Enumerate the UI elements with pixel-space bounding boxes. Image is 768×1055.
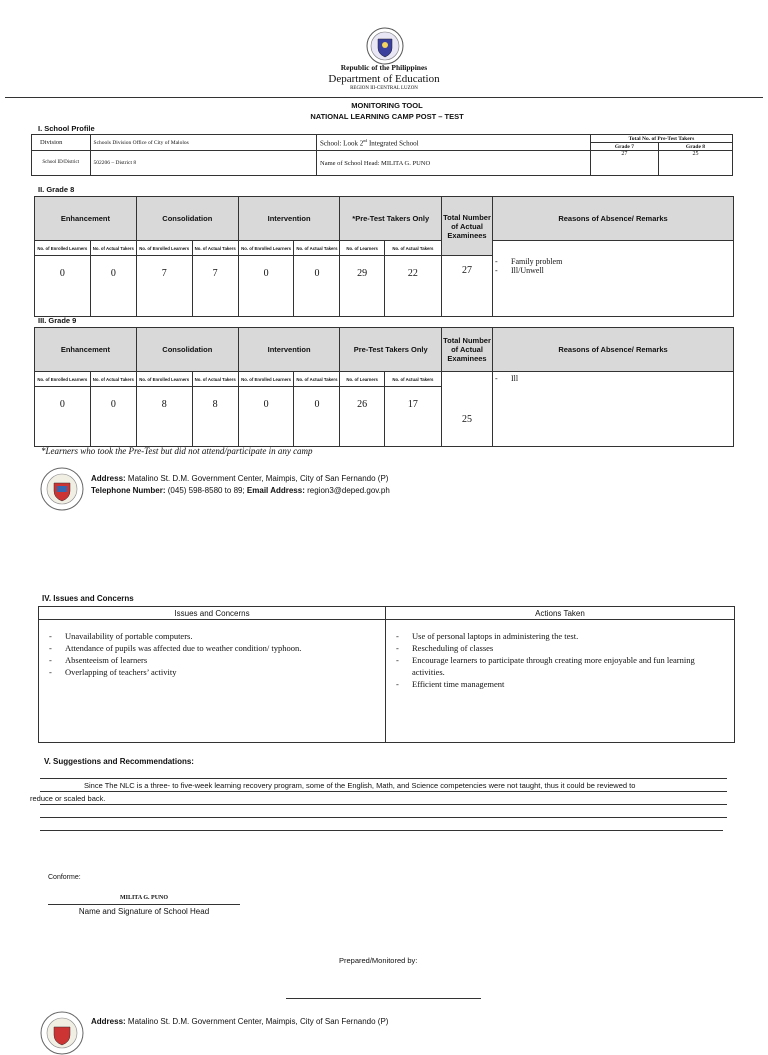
g8-sub-takers: No. of Actual Takers <box>384 241 441 256</box>
signature-caption: Name and Signature of School Head <box>78 907 210 916</box>
g8-pre-learners: 29 <box>340 256 384 317</box>
grade7-header: Grade 7 <box>590 143 658 151</box>
issue-item: - Overlapping of teachers’ activity <box>47 666 381 678</box>
g8-sub-learners: No. of Learners <box>340 241 384 256</box>
grade8-takers: 25 <box>658 151 732 176</box>
g9-pre-learners: 26 <box>340 387 384 447</box>
suggestion-text: Since The NLC is a three- to five-week learning recovery program, some of the English, Math, and Science competencies were not taught, thus it could be reviewed to <box>84 781 636 790</box>
g8-remarks-header: Reasons of Absence/ Remarks <box>493 197 734 241</box>
title-line1: MONITORING TOOL <box>351 101 423 110</box>
g9-int-enrolled: 0 <box>238 387 294 447</box>
g9-intervention-header: Intervention <box>238 328 340 372</box>
g8-sub-takers: No. of Actual Takers <box>90 241 136 256</box>
issue-item: - Attendance of pupils was affected due to weather condition/ typhoon. <box>47 642 381 654</box>
g9-con-takers: 8 <box>192 387 238 447</box>
issues-cell <box>39 620 386 743</box>
action-item: - Rescheduling of classes <box>394 642 726 654</box>
prepared-signature-line <box>286 998 481 999</box>
school-head-name: Name of School Head: MILITA G. PUNO <box>317 151 591 176</box>
g9-sub-enrolled: No. of Enrolled Learners <box>136 372 192 387</box>
g9-sub-takers: No. of Actual Takers <box>384 372 441 387</box>
footnote: *Learners who took the Pre-Test but did not attend/participate in any camp <box>41 446 313 456</box>
prepared-by-label: Prepared/Monitored by: <box>339 956 418 965</box>
address-line: Address: Matalino St. D.M. Government Center, Maimpis, City of San Fernando (P) <box>91 474 389 483</box>
g8-enh-enrolled: 0 <box>35 256 91 317</box>
g9-sub-takers: No. of Actual Takers <box>294 372 340 387</box>
total-takers-header: Total No. of Pre-Test Takers <box>590 135 732 143</box>
conforme-label: Conforme: <box>48 874 81 881</box>
g8-total-header: Total Number of Actual Examinees <box>442 197 493 256</box>
g9-con-enrolled: 8 <box>136 387 192 447</box>
suggestions-heading: V. Suggestions and Recommendations: <box>44 757 194 766</box>
school-profile-heading: I. School Profile <box>38 124 95 133</box>
regional-seal-icon <box>40 1011 84 1055</box>
g8-int-enrolled: 0 <box>238 256 294 317</box>
grade7-takers: 27 <box>590 151 658 176</box>
g8-int-takers: 0 <box>294 256 340 317</box>
g8-sub-takers: No. of Actual Takers <box>294 241 340 256</box>
region-label: REGION III-CENTRAL LUZON <box>350 86 418 91</box>
grade9-heading: III. Grade 9 <box>38 316 77 325</box>
g9-consolidation-header: Consolidation <box>136 328 238 372</box>
title-line2: NATIONAL LEARNING CAMP POST – TEST <box>310 112 464 121</box>
g8-sub-enrolled: No. of Enrolled Learners <box>136 241 192 256</box>
action-item: - Efficient time management <box>394 678 726 690</box>
action-item: - Use of personal laptops in administering the test. <box>394 630 726 642</box>
regional-seal-icon <box>40 467 84 511</box>
writing-line <box>40 791 727 792</box>
g8-sub-takers: No. of Actual Takers <box>192 241 238 256</box>
contact-line: Telephone Number: (045) 598-8580 to 89; Email Address: region3@deped.gov.ph <box>91 486 390 495</box>
deped-seal-icon <box>366 27 404 65</box>
suggestion-text-cont: reduce or scaled back. <box>30 794 106 803</box>
writing-line <box>40 804 727 805</box>
g8-sub-enrolled: No. of Enrolled Learners <box>238 241 294 256</box>
action-item: - Encourage learners to participate through creating more enjoyable and fun learning activities. <box>394 654 726 678</box>
g9-enhancement-header: Enhancement <box>35 328 137 372</box>
issues-heading: IV. Issues and Concerns <box>42 594 134 603</box>
g9-sub-learners: No. of Learners <box>340 372 384 387</box>
header-divider <box>5 97 763 98</box>
g8-enhancement-header: Enhancement <box>35 197 137 241</box>
g9-total-value: 25 <box>442 372 493 447</box>
g8-remarks-cell <box>493 241 734 317</box>
issue-item: - Unavailability of portable computers. <box>47 630 381 642</box>
writing-line <box>40 830 723 831</box>
g9-enh-takers: 0 <box>90 387 136 447</box>
grade8-table <box>34 196 734 317</box>
g8-remark-item: - Ill/Unwell <box>493 266 733 275</box>
g8-con-enrolled: 7 <box>136 256 192 317</box>
writing-line <box>40 817 727 818</box>
g9-remark-item: - Ill <box>493 374 733 383</box>
g9-remarks-header: Reasons of Absence/ Remarks <box>493 328 734 372</box>
g8-total-value: 27 <box>442 256 493 317</box>
grade9-table <box>34 327 734 447</box>
g9-sub-takers: No. of Actual Takers <box>90 372 136 387</box>
g8-sub-enrolled: No. of Enrolled Learners <box>35 241 91 256</box>
g8-consolidation-header: Consolidation <box>136 197 238 241</box>
g8-pre-takers: 22 <box>384 256 441 317</box>
g9-pre-takers: 17 <box>384 387 441 447</box>
g8-con-takers: 7 <box>192 256 238 317</box>
g8-intervention-header: Intervention <box>238 197 340 241</box>
g9-int-takers: 0 <box>294 387 340 447</box>
grade8-heading: II. Grade 8 <box>38 185 75 194</box>
school-head-signature-name: MILITA G. PUNO <box>119 895 169 901</box>
g9-sub-enrolled: No. of Enrolled Learners <box>35 372 91 387</box>
address-line: Address: Matalino St. D.M. Government Center, Maimpis, City of San Fernando (P) <box>91 1017 389 1026</box>
division-value: Schools Division Office of City of Malolos <box>90 135 317 151</box>
school-profile-table <box>31 134 733 176</box>
g9-remarks-cell <box>493 372 734 447</box>
g8-pretest-header: *Pre-Test Takers Only <box>340 197 442 241</box>
department-label: Department of Education <box>328 73 440 85</box>
signature-line <box>48 904 240 905</box>
g9-sub-enrolled: No. of Enrolled Learners <box>238 372 294 387</box>
actions-cell <box>386 620 735 743</box>
writing-line <box>40 778 727 779</box>
grade8-header: Grade 8 <box>658 143 732 151</box>
g8-remark-item: - Family problem <box>493 257 733 266</box>
issue-item: - Absenteeism of learners <box>47 654 381 666</box>
g9-pretest-header: Pre-Test Takers Only <box>340 328 442 372</box>
republic-label: Republic of the Philippines <box>340 63 428 72</box>
school-id-label: School ID/District <box>32 151 91 176</box>
school-id-value: 502206 – District 8 <box>90 151 317 176</box>
g9-enh-enrolled: 0 <box>35 387 91 447</box>
issues-table <box>38 606 735 743</box>
division-label: Division <box>32 135 91 151</box>
actions-col-header: Actions Taken <box>386 607 735 620</box>
school-name: School: Look 2nd Integrated School <box>317 135 591 151</box>
g9-sub-takers: No. of Actual Takers <box>192 372 238 387</box>
g8-enh-takers: 0 <box>90 256 136 317</box>
g9-total-header: Total Number of Actual Examinees <box>442 328 493 372</box>
issues-col-header: Issues and Concerns <box>39 607 386 620</box>
